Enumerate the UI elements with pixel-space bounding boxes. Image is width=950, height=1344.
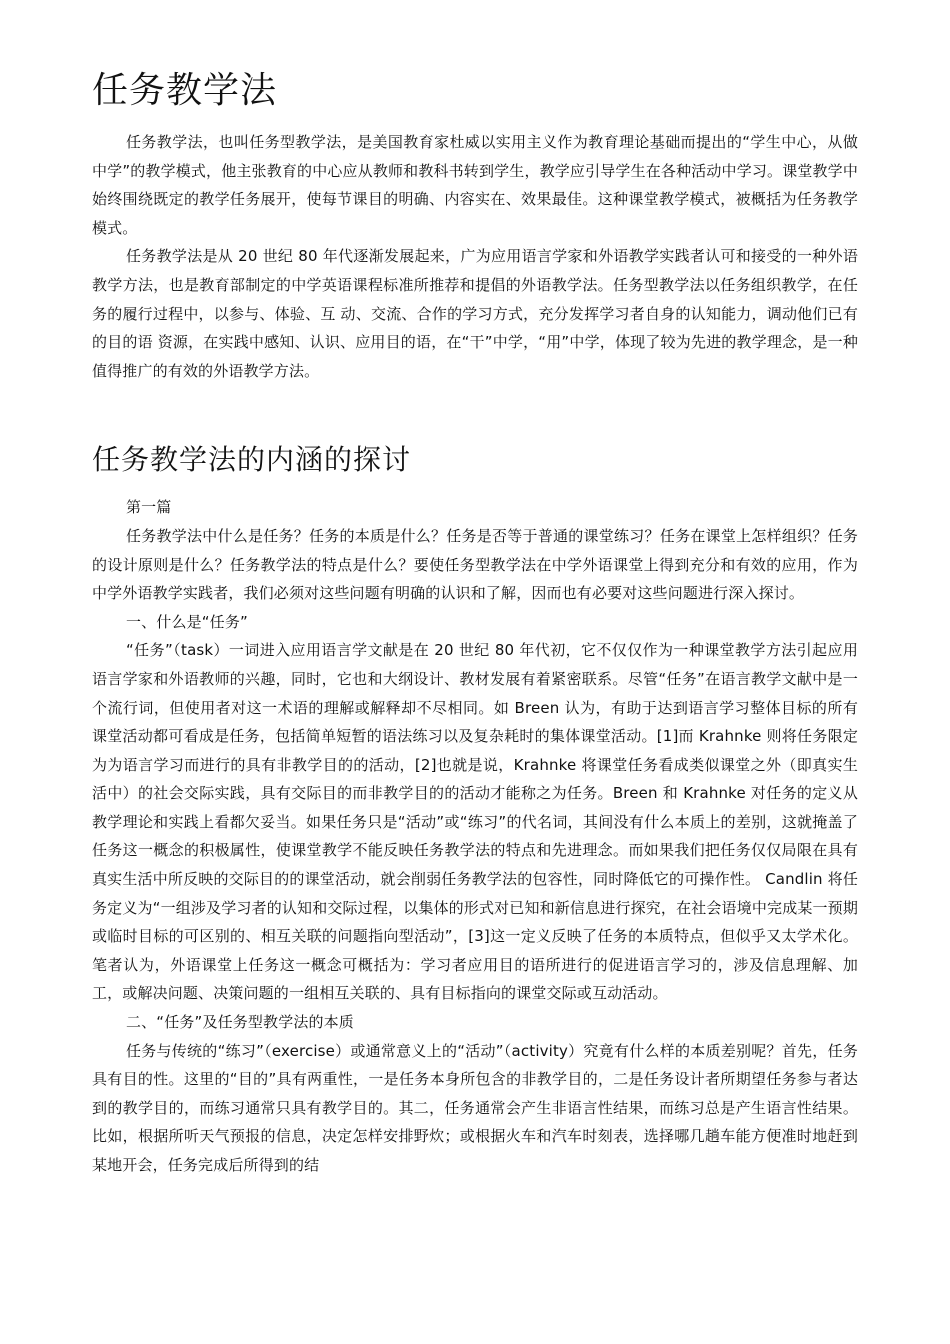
section-title-task-teaching: 任务教学法 bbox=[92, 70, 278, 111]
part-label: 第一篇 bbox=[126, 498, 172, 517]
section-body-2 bbox=[92, 493, 858, 1179]
subheading: 二、“任务”及任务型教学法的本质 bbox=[126, 1013, 354, 1032]
paragraph: 任务与传统的“练习”（exercise）或通常意义上的“活动”（activity）究竟有什么样的本质差别呢？首先，任务具有目的性。这里的“目的”具有两重性，一是任务本身所包含的非教学目的，二是任务设计者所期望任务参与者达到的教学目的，而练习通常只具有教学目的。其二，任务通常会产生非语言性结果，而练习总是产生语言性结果。比如，根据所听天气预报的信息，决定怎样安排野炊；或根据火车和汽车时刻表，选择哪几趟车能方便准时地赶到某地开会，任务完成后所得到的结 bbox=[92, 1041, 858, 1174]
section-title-connotation: 任务教学法的内涵的探讨 bbox=[92, 443, 412, 477]
paragraph: 任务教学法，也叫任务型教学法，是美国教育家杜威以实用主义作为教育理论基础而提出的“学生中心，从做中学”的教学模式，他主张教育的中心应从教师和教科书转到学生，教学应引导学生在各种活动中学习。课堂教学中始终围绕既定的教学任务展开，使每节课目的明确、内容实在、效果最佳。这种课堂教学模式，被概括为任务教学模式。 bbox=[92, 133, 858, 237]
paragraph: 任务教学法是从 20 世纪 80 年代逐渐发展起来，广为应用语言学家和外语教学实践者认可和接受的一种外语教学方法，也是教育部制定的中学英语课程标准所推荐和提倡的外语教学法。任务型教学法以任务组织教学，在任务的履行过程中，以参与、体验、互 动、交流、合作的学习方式，充分发挥学习者自身的认知能力，调动他们已有的目的语 资源，在实践中感知、认识、应用目的语，在“干”中学，“用”中学，体现了较为先进的教学理念，是一种值得推广的有效的外语教学方法。 bbox=[92, 247, 858, 380]
section-body-1 bbox=[92, 128, 858, 385]
document-page bbox=[92, 62, 858, 1180]
paragraph: 任务教学法中什么是任务？任务的本质是什么？任务是否等于普通的课堂练习？任务在课堂上怎样组织？任务的设计原则是什么？任务教学法的特点是什么？要使任务型教学法在中学外语课堂上得到充分和有效的应用，作为中学外语教学实践者，我们必须对这些问题有明确的认识和了解，因而也有必要对这些问题进行深入探讨。 bbox=[92, 526, 858, 603]
paragraph: “任务”（task）一词进入应用语言学文献是在 20 世纪 80 年代初，它不仅仅作为一种课堂教学方法引起应用语言学家和外语教师的兴趣，同时，它也和大纲设计、教材发展有着紧密联系。尽管“任务”在语言教学文献中是一个流行词，但使用者对这一术语的理解或解释却不尽相同。如 Breen 认为，有助于达到语言学习整体目标的所有课堂活动都可看成是任务，包括简单短暂的语法练习以及复杂耗时的集体课堂活动。[1]而 Krahnke 则将任务限定为为语言学习而进行的具有非教学目的的活动，[2]也就是说，Krahnke 将课堂任务看成类似课堂之外（即真实生活中）的社会交际实践，具有交际目的而非教学目的的活动才能称之为任务。Breen 和 Krahnke 对任务的定义从教学理论和实践上看都欠妥当。如果任务只是“活动”或“练习”的代名词，其间没有什么本质上的差别，这就掩盖了任务这一概念的积极属性，使课堂教学不能反映任务教学法的特点和先进理念。而如果我们把任务仅仅局限在具有真实生活中所反映的交际目的的课堂活动，就会削弱任务教学法的包容性，同时降低它的可操作性。 Candlin 将任务定义为“一组涉及学习者的认知和交际过程，以集体的形式对已知和新信息进行探究，在社会语境中完成某一预期或临时目标的可区别的、相互关联的问题指向型活动”，[3]这一定义反映了任务的本质特点，但似乎又太学术化。笔者认为，外语课堂上任务这一概念可概括为：学习者应用目的语所进行的促进语言学习的，涉及信息理解、加工，或解决问题、决策问题的一组相互关联的、具有目标指向的课堂交际或互动活动。 bbox=[92, 641, 858, 1003]
subheading: 一、什么是“任务” bbox=[126, 612, 248, 631]
